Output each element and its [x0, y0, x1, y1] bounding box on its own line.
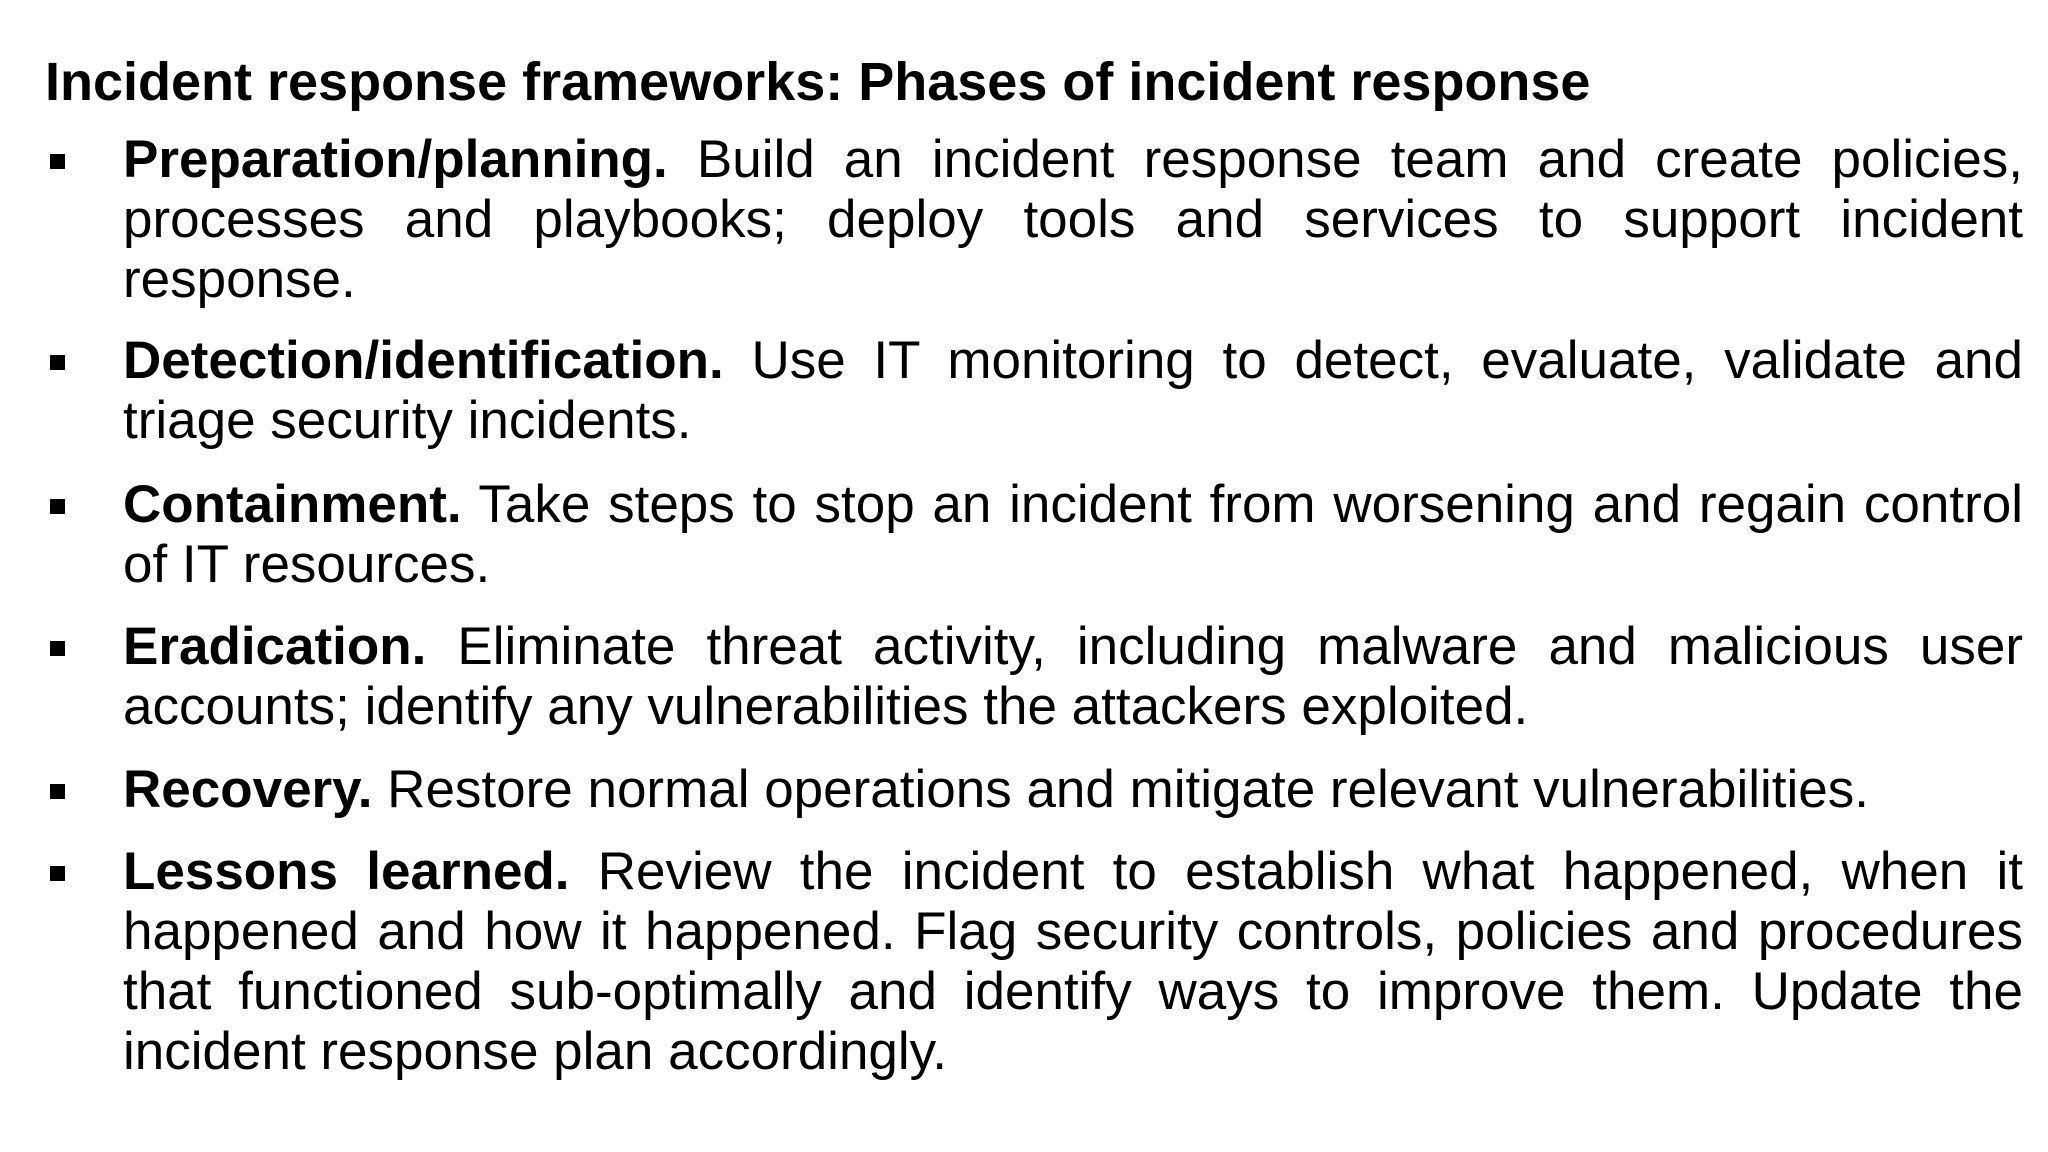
bullet-text	[123, 130, 2023, 310]
bullet-term: Preparation/planning.	[123, 130, 668, 189]
bullet-text	[123, 842, 2023, 1082]
bullet-description: Take steps to stop an incident from worsening and regain control of IT resources.	[123, 475, 2023, 594]
square-bullet-icon	[50, 866, 65, 881]
bullet-text	[123, 617, 2023, 737]
bullet-description: Use IT monitoring to detect, evaluate, validate and triage security incidents.	[123, 331, 2023, 450]
slide-title: Incident response frameworks: Phases of incident response	[45, 52, 1591, 112]
bullet-text	[123, 331, 2023, 451]
bullet-term: Eradication.	[123, 617, 427, 676]
bullet-description: Restore normal operations and mitigate relevant vulnerabilities.	[372, 760, 1870, 819]
square-bullet-icon	[50, 355, 65, 370]
square-bullet-icon	[50, 784, 65, 799]
bullet-text	[123, 760, 2023, 820]
bullet-term: Lessons learned.	[123, 842, 570, 901]
bullet-description: Eliminate threat activity, including malware and malicious user accounts; identify any vulnerabilities the attackers exploited.	[123, 617, 2023, 736]
bullet-description: Review the incident to establish what happened, when it happened and how it happened. Flag security controls, policies and procedures that functioned sub-optimally and identify ways to improve them. Update the incident response plan accordingly.	[123, 842, 2023, 1081]
square-bullet-icon	[50, 641, 65, 656]
bullet-text	[123, 475, 2023, 595]
bullet-term: Detection/identification.	[123, 331, 724, 390]
square-bullet-icon	[50, 154, 65, 169]
square-bullet-icon	[50, 499, 65, 514]
bullet-term: Recovery.	[123, 760, 373, 819]
bullet-description: Build an incident response team and create policies, processes and playbooks; deploy tools and services to support incident response.	[123, 130, 2023, 309]
bullet-term: Containment.	[123, 475, 462, 534]
